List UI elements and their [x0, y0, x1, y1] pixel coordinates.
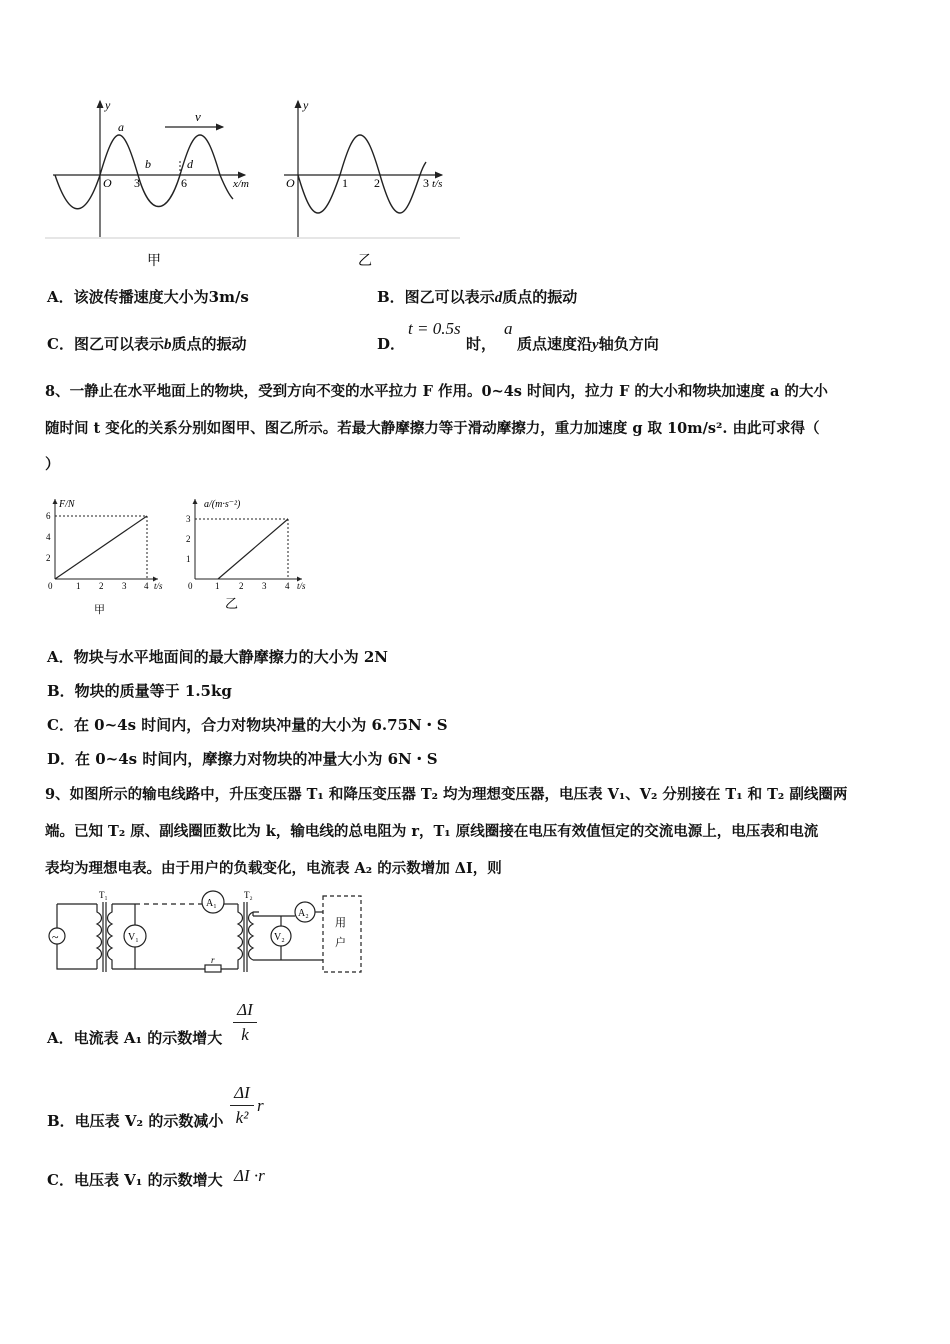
q8-stem-line2: 随时间 t 变化的关系分别如图甲、图乙所示。若最大静摩擦力等于滑动摩擦力，重力加速度 g 取 10m/s². 由此可求得（: [45, 420, 820, 437]
vibration-curve: [298, 135, 426, 213]
x-tick-1: 1: [215, 581, 220, 591]
a2-label: A₂: [298, 908, 309, 919]
q8-option-c[interactable]: C．在 0~4s 时间内，合力对物块冲量的大小为 6.75N・S: [47, 716, 448, 734]
r-label: r: [211, 955, 215, 965]
frac-num: ΔI: [237, 1000, 253, 1019]
y-label: a/(m·s⁻²): [204, 499, 241, 510]
q7-option-a[interactable]: A．该波传播速度大小为3m/s: [47, 288, 249, 306]
caption: 甲: [94, 604, 105, 616]
x-label: t/s: [432, 178, 443, 190]
v2-label: V₂: [274, 932, 285, 943]
origin: O: [286, 176, 295, 190]
transmission-circuit: [45, 888, 370, 980]
q8-option-d[interactable]: D．在 0~4s 时间内，摩擦力对物块的冲量大小为 6N・S: [47, 750, 438, 768]
opt-c-var: b: [163, 337, 172, 353]
opt-b-pre: B．图乙可以表示: [377, 288, 495, 306]
origin: O: [103, 176, 112, 190]
q7-option-d-mid: 时，: [466, 335, 497, 353]
q7-option-d-label[interactable]: D．: [377, 335, 406, 353]
y-tick-2: 2: [186, 534, 191, 544]
origin: 0: [188, 581, 193, 591]
q9-option-b-tail: r: [257, 1096, 264, 1115]
x-tick-4: 4: [144, 581, 149, 591]
source-symbol: ~: [52, 930, 59, 944]
frac-num: ΔI: [234, 1083, 250, 1102]
q7-option-c[interactable]: [47, 333, 246, 354]
opt-b-var: d: [494, 290, 503, 306]
y-label: y: [105, 98, 111, 112]
y-tick-3: 3: [186, 514, 191, 524]
frac-den: k²: [235, 1108, 249, 1127]
q9-option-b-fraction: [230, 1083, 254, 1128]
x-tick-3: 3: [122, 581, 127, 591]
user-label-1: 用: [335, 917, 346, 929]
q7-option-b[interactable]: [377, 286, 577, 307]
tick-2: 2: [374, 176, 380, 190]
a1-label: A₁: [206, 898, 217, 909]
tick-6: 6: [181, 176, 187, 190]
x-tick-2: 2: [239, 581, 244, 591]
q9-option-b[interactable]: B．电压表 V₂ 的示数减小: [47, 1112, 224, 1130]
q9-option-c[interactable]: C．电压表 V₁ 的示数增大: [47, 1171, 223, 1189]
v-label: v: [195, 109, 201, 124]
q8-option-a[interactable]: A．物块与水平地面间的最大静摩擦力的大小为 2N: [47, 648, 389, 666]
t1-label: T₁: [99, 890, 108, 900]
t2-label: T₂: [244, 890, 253, 900]
y-tick-2: 2: [46, 553, 51, 563]
opt-d-post-var: y: [592, 337, 599, 353]
q8-option-b[interactable]: B．物块的质量等于 1.5kg: [47, 682, 232, 700]
vibration-figure-yi: [270, 95, 460, 275]
q9-stem-line2: 端。已知 T₂ 原、副线圈匝数比为 k，输电线的总电阻为 r，T₁ 原线圈接在电压有效值恒定的交流电源上，电压表和电流: [45, 823, 819, 840]
y-label: y: [303, 98, 309, 112]
q7-option-d-var: a: [504, 319, 513, 338]
q9-stem-line1: 9、如图所示的输电线路中，升压变压器 T₁ 和降压变压器 T₂ 均为理想变压器，电压表 V₁、V₂ 分别接在 T₁ 和 T₂ 副线圈两: [45, 786, 848, 803]
force-time-figure-jia: [40, 493, 170, 618]
point-b: b: [145, 157, 151, 171]
y-tick-1: 1: [186, 554, 191, 564]
q9-option-c-math: ΔI ·r: [234, 1166, 265, 1185]
tick-3: 3: [423, 176, 429, 190]
q9-option-a[interactable]: A．电流表 A₁ 的示数增大: [47, 1029, 223, 1047]
caption: 乙: [225, 596, 239, 611]
v1-label: V₁: [128, 932, 139, 943]
wave-figure-jia: [45, 95, 270, 275]
q9-stem-line3: 表均为理想电表。由于用户的负载变化，电流表 A₂ 的示数增加 ΔI，则: [45, 860, 502, 877]
opt-d-post-pre: 质点速度沿: [517, 335, 593, 353]
opt-c-post: 质点的振动: [171, 335, 247, 353]
origin: 0: [48, 581, 53, 591]
point-d: d: [187, 157, 193, 171]
x-label: x/m: [233, 178, 249, 190]
tick-1: 1: [342, 176, 348, 190]
q7-option-d-math: t = 0.5s: [408, 319, 461, 338]
q8-stem-line1: 8、一静止在水平地面上的物块，受到方向不变的水平拉力 F 作用。0~4s 时间内，拉力 F 的大小和物块加速度 a 的大小: [45, 383, 828, 400]
y-label: F/N: [59, 499, 75, 510]
q9-option-a-fraction: [233, 1000, 257, 1045]
x-tick-2: 2: [99, 581, 104, 591]
caption: 乙: [358, 254, 372, 269]
y-tick-6: 6: [46, 511, 51, 521]
opt-c-pre: C．图乙可以表示: [47, 335, 164, 353]
x-tick-3: 3: [262, 581, 267, 591]
tick-3: 3: [134, 176, 140, 190]
user-label-2: 户: [335, 937, 346, 949]
x-tick-1: 1: [76, 581, 81, 591]
force-line: [55, 516, 147, 579]
accel-time-figure-yi: [180, 493, 320, 618]
x-label: t/s: [154, 581, 163, 591]
q8-stem-line3: ）: [45, 456, 60, 473]
point-a: a: [118, 120, 124, 134]
opt-b-post: 质点的振动: [502, 288, 578, 306]
x-label: t/s: [297, 581, 306, 591]
x-tick-4: 4: [285, 581, 290, 591]
accel-line: [218, 519, 288, 579]
q7-option-d-post: [517, 333, 659, 354]
frac-den: k: [241, 1025, 249, 1044]
opt-d-post-end: 轴负方向: [598, 335, 659, 353]
caption: 甲: [147, 254, 161, 269]
wave-curve: [55, 135, 233, 209]
y-tick-4: 4: [46, 532, 51, 542]
